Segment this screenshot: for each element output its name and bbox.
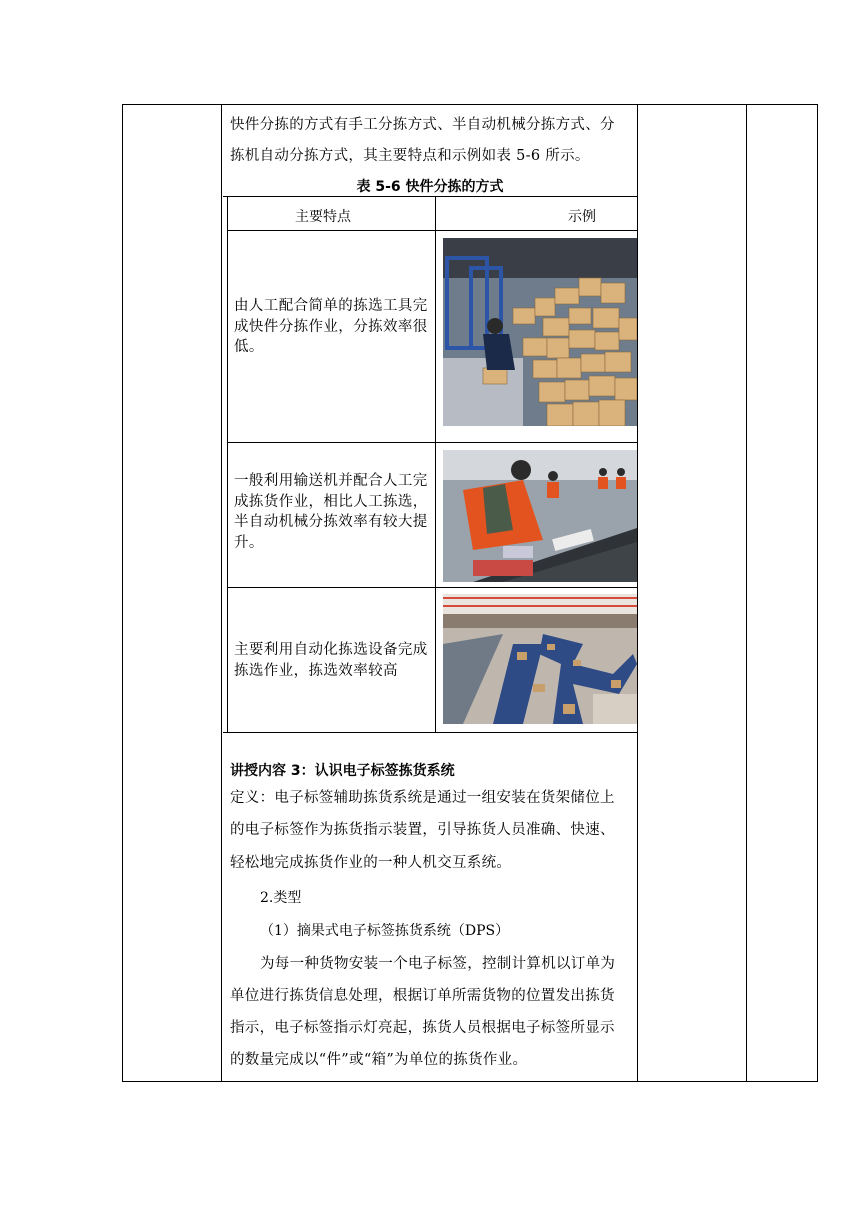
- manual-sorting-photo: [443, 238, 637, 426]
- feature-semi-auto: 一般利用输送机并配合人工完成拣货作业，相比人工拣选，半自动机械分拣效率有较大提升。: [234, 473, 428, 551]
- table-border: [435, 197, 436, 732]
- body-line-4: 的数量完成以“件”或“箱”为单位的拣货作业。: [230, 1052, 528, 1068]
- teaching-content-cell: [223, 105, 637, 1081]
- sorting-methods-table: [223, 196, 637, 733]
- table-border: [227, 587, 637, 588]
- table-border: [227, 230, 637, 231]
- column-divider: [221, 105, 222, 1081]
- lesson-plan-table: [122, 104, 818, 1082]
- table-caption: 表 5-6 快件分拣的方式: [356, 179, 504, 195]
- type-heading: 2.类型: [260, 890, 302, 906]
- table-border: [227, 442, 637, 443]
- intro-line-2: 拣机自动分拣方式，其主要特点和示例如表 5-6 所示。: [230, 148, 590, 164]
- table-border: [227, 197, 228, 732]
- header-example: 示例: [568, 209, 596, 225]
- column-divider: [746, 105, 747, 1081]
- conveyor-sorting-photo: [443, 450, 637, 582]
- column-divider: [637, 105, 638, 1081]
- body-line-1: 为每一种货物安装一个电子标签，控制计算机以订单为: [260, 956, 616, 972]
- definition-line-3: 轻松地完成拣货作业的一种人机交互系统。: [230, 855, 512, 871]
- definition-line-2: 的电子标签作为拣货指示装置，引导拣货人员准确、快速、: [230, 822, 615, 838]
- section-title: 讲授内容 3：认识电子标签拣货系统: [230, 763, 455, 779]
- feature-manual: 由人工配合简单的拣选工具完成快件分拣作业，分拣效率很低。: [234, 298, 428, 355]
- header-features: 主要特点: [295, 209, 351, 225]
- body-line-2: 单位进行拣货信息处理，根据订单所需货物的位置发出拣货: [230, 988, 615, 1004]
- dps-heading: （1）摘果式电子标签拣货系统（DPS）: [260, 923, 510, 939]
- automated-sorting-photo: [443, 594, 637, 724]
- body-line-3: 指示，电子标签指示灯亮起，拣货人员根据电子标签所显示: [230, 1020, 615, 1036]
- intro-line-1: 快件分拣的方式有手工分拣方式、半自动机械分拣方式、分: [230, 117, 615, 133]
- feature-automatic: 主要利用自动化拣选设备完成拣选作业，拣选效率较高: [234, 642, 428, 679]
- definition-line-1: 定义：电子标签辅助拣货系统是通过一组安装在货架储位上: [230, 790, 615, 806]
